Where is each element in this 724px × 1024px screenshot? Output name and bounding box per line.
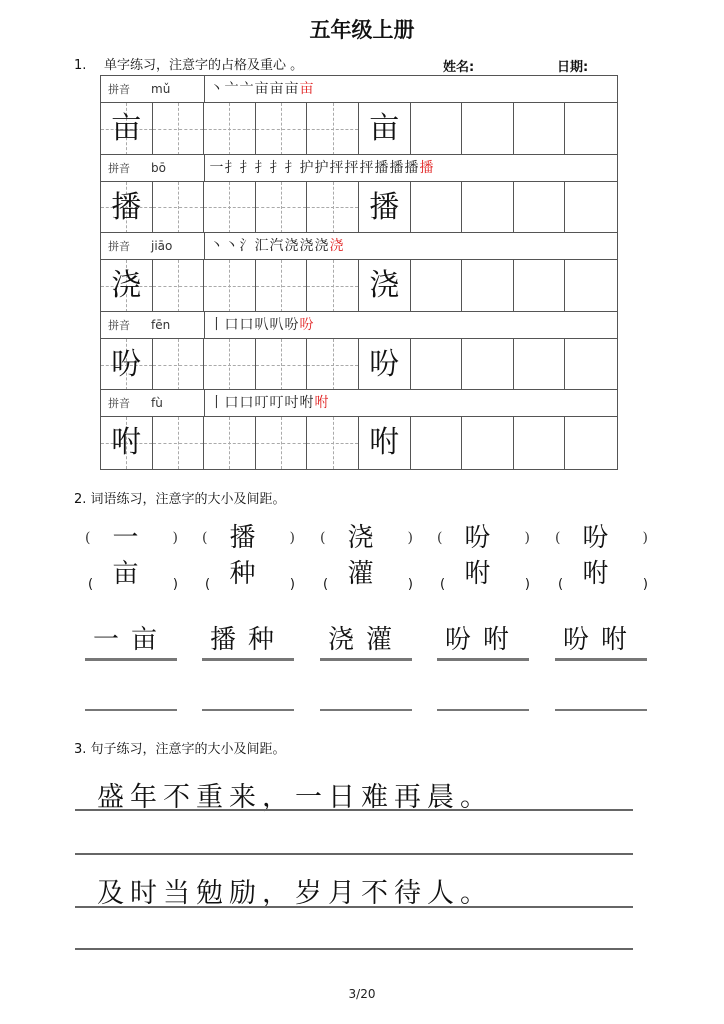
pinyin-label: 拼音 [108,318,130,332]
word-with-parens [437,520,530,589]
close-paren: ) [524,530,530,546]
close-paren: ) [524,577,530,592]
writing-cell[interactable] [514,260,566,312]
character-group [100,154,618,233]
close-paren: ) [642,530,648,546]
writing-cell[interactable] [565,339,617,391]
pinyin-value: bō [151,160,166,175]
pinyin-label: 拼音 [108,83,130,96]
stroke-step: 丶 [209,238,224,255]
open-paren: ( [437,530,443,546]
stroke-step: 口 [239,316,254,333]
pinyin-label-cell [101,155,205,182]
stroke-step: 浇 [284,238,299,255]
stroke-step: 扌 [269,159,284,176]
character-group [100,75,618,154]
stroke-order [209,233,344,260]
pinyin-row [100,154,618,182]
writing-line[interactable] [75,853,633,855]
word: 浇灌 [347,523,386,589]
pinyin-value: jiāo [151,239,173,254]
writing-cell[interactable] [359,103,411,155]
writing-cell[interactable] [359,260,411,312]
pinyin-answer-blank[interactable] [205,575,295,595]
stroke-step: 一 [209,159,224,176]
pinyin-answer-blank[interactable] [323,575,413,595]
writing-cell[interactable] [565,103,617,155]
stroke-step: 播 [374,159,389,176]
writing-cell[interactable] [514,182,566,234]
writing-cell[interactable] [462,260,514,312]
model-character: 亩 [111,111,142,146]
word-with-parens [555,520,648,589]
word-writing-line[interactable] [437,709,529,711]
writing-cell[interactable] [359,182,411,234]
character-group [100,389,618,468]
stroke-step: 扌 [254,159,269,176]
writing-cell[interactable] [565,417,617,469]
writing-cell[interactable] [204,182,256,234]
word-with-parens [320,520,413,589]
writing-cell[interactable] [411,339,463,391]
stroke-step: 汇 [254,238,269,255]
writing-cell[interactable] [359,339,411,391]
open-paren: ( [320,530,326,546]
character-row [100,416,618,470]
stroke-step: 咐 [314,395,329,412]
pinyin-row [100,311,618,339]
open-paren: ( [85,530,91,546]
stroke-step: 扌 [224,159,239,176]
stroke-step: 护 [314,159,329,176]
writing-cell[interactable] [153,417,205,469]
writing-line[interactable] [75,948,633,950]
pinyin-label: 拼音 [108,397,130,411]
stroke-order [209,76,314,103]
character-row [100,181,618,234]
pinyin-label-cell [101,233,205,260]
pinyin-label-cell [101,312,205,339]
close-paren: ) [172,577,178,592]
stroke-step: 吩 [284,316,299,333]
writing-cell[interactable] [101,417,153,469]
writing-cell[interactable] [411,103,463,155]
sentence-1: 盛年不重来，一日难再晨。 [97,782,493,813]
writing-cell[interactable] [256,417,308,469]
pinyin-row [100,232,618,260]
character-row [100,338,618,391]
writing-cell[interactable] [101,260,153,312]
stroke-step: 播 [419,159,434,176]
writing-cell[interactable] [307,103,359,155]
writing-cell[interactable] [565,182,617,234]
stroke-step: 播 [389,159,404,176]
pinyin-answer-blank[interactable] [88,575,178,595]
close-paren: ) [642,577,648,592]
writing-cell[interactable] [462,182,514,234]
writing-cell[interactable] [101,339,153,391]
open-paren: ( [202,530,208,546]
close-paren: ) [407,577,413,592]
writing-cell[interactable] [256,103,308,155]
writing-cell[interactable] [153,182,205,234]
stroke-step: 叮 [254,395,269,412]
model-character: 播 [111,189,142,225]
character-group [100,232,618,311]
stroke-step: 浇 [314,238,329,255]
model-character: 浇 [369,268,400,304]
underlined-word: 吩咐 [437,622,529,661]
stroke-step: 吩 [299,316,314,333]
stroke-step: 亩 [299,81,314,97]
writing-cell[interactable] [307,417,359,469]
stroke-step: 丶 [209,81,224,97]
underlined-word: 播种 [202,622,294,661]
writing-cell[interactable] [153,339,205,391]
date-label: 日期: [557,60,589,75]
stroke-step: 亩 [254,81,269,97]
writing-cell[interactable] [462,417,514,469]
underlined-word: 浇灌 [320,622,412,661]
word-writing-line[interactable] [320,709,412,711]
writing-cell[interactable] [204,339,256,391]
stroke-order [209,390,329,417]
word: 吩咐 [582,523,621,589]
writing-cell[interactable] [411,260,463,312]
writing-cell[interactable] [204,103,256,155]
stroke-step: 丨 [209,395,224,412]
pinyin-label-cell [101,390,205,417]
stroke-step: 抨 [329,159,344,176]
word-with-parens [202,520,295,589]
underlined-word: 吩咐 [555,622,647,661]
word: 一亩 [112,523,151,589]
character-group [100,311,618,390]
sentence-2: 及时当勉励，岁月不待人。 [97,878,493,909]
section1-number: 1. [74,58,87,73]
stroke-step: 叮 [269,395,284,412]
pinyin-value: fù [151,396,163,411]
writing-cell[interactable] [462,103,514,155]
section2-instruction: 2. 词语练习，注意字的大小及间距。 [74,492,286,507]
writing-cell[interactable] [411,417,463,469]
model-character: 吩 [369,346,400,382]
section1-instruction: 单字练习，注意字的占格及重心 。 [104,58,304,73]
model-character: 咐 [369,425,400,461]
pinyin-row [100,389,618,417]
word: 吩咐 [464,523,503,589]
pinyin-label: 拼音 [108,161,130,175]
stroke-step: 吋 [284,395,299,412]
stroke-step: 汽 [269,238,284,255]
pinyin-label: 拼音 [108,240,130,254]
stroke-step: 丶 [224,238,239,255]
stroke-step: 护 [299,159,314,176]
writing-cell[interactable] [514,339,566,391]
model-character: 播 [369,189,400,225]
section1-heading [74,54,303,73]
page-number: 3/20 [348,987,376,1001]
writing-cell[interactable] [565,260,617,312]
pinyin-answer-blank[interactable] [440,575,530,595]
stroke-order [209,155,434,182]
writing-cell[interactable] [101,182,153,234]
close-paren: ) [407,530,413,546]
writing-cell[interactable] [307,339,359,391]
writing-line[interactable] [75,906,633,908]
stroke-step: 浇 [299,238,314,255]
stroke-step: 口 [224,316,239,333]
stroke-step: 抨 [359,159,374,176]
stroke-step: 氵 [239,238,254,255]
model-character: 咐 [111,425,142,461]
stroke-step: 丨 [209,316,224,333]
word-writing-line[interactable] [85,709,177,711]
stroke-step: 抨 [344,159,359,176]
close-paren: ) [289,530,295,546]
stroke-order [209,312,314,339]
stroke-step: 叭 [269,316,284,333]
pinyin-row [100,75,618,103]
stroke-step: 亠 [239,81,254,97]
word-writing-line[interactable] [555,709,647,711]
writing-line[interactable] [75,809,633,811]
pinyin-answer-blank[interactable] [558,575,648,595]
open-paren: ( [88,577,94,592]
writing-cell[interactable] [153,260,205,312]
writing-cell[interactable] [462,339,514,391]
page-title: 五年级上册 [309,18,415,42]
stroke-step: 播 [404,159,419,176]
word-with-parens [85,520,178,589]
writing-cell[interactable] [153,103,205,155]
stroke-step: 亩 [284,81,299,97]
writing-cell[interactable] [411,182,463,234]
pinyin-value: fēn [151,317,171,332]
pinyin-label-cell [101,76,205,103]
character-practice-grid [100,75,618,468]
section3-instruction: 3. 句子练习，注意字的大小及间距。 [74,742,286,757]
open-paren: ( [323,577,329,592]
writing-cell[interactable] [359,417,411,469]
open-paren: ( [440,577,446,592]
writing-cell[interactable] [204,260,256,312]
writing-cell[interactable] [307,260,359,312]
writing-cell[interactable] [101,103,153,155]
character-row [100,102,618,155]
model-character: 浇 [111,268,142,304]
model-character: 亩 [369,111,400,146]
open-paren: ( [558,577,564,592]
stroke-step: 口 [239,395,254,412]
stroke-step: 扌 [284,159,299,176]
open-paren: ( [555,530,561,546]
underlined-word: 一亩 [85,622,177,661]
character-row [100,259,618,312]
close-paren: ) [172,530,178,546]
stroke-step: 扌 [239,159,254,176]
stroke-step: 咐 [299,395,314,412]
name-label: 姓名: [443,60,475,75]
writing-cell[interactable] [307,182,359,234]
writing-cell[interactable] [256,182,308,234]
stroke-step: 浇 [329,238,344,255]
stroke-step: 亠 [224,81,239,97]
stroke-step: 亩 [269,81,284,97]
word: 播种 [229,523,268,589]
open-paren: ( [205,577,211,592]
model-character: 吩 [111,346,142,382]
writing-cell[interactable] [256,260,308,312]
writing-cell[interactable] [256,339,308,391]
pinyin-value: mǔ [151,82,171,96]
writing-cell[interactable] [514,417,566,469]
word-writing-line[interactable] [202,709,294,711]
close-paren: ) [289,577,295,592]
writing-cell[interactable] [204,417,256,469]
stroke-step: 叭 [254,316,269,333]
writing-cell[interactable] [514,103,566,155]
stroke-step: 口 [224,395,239,412]
